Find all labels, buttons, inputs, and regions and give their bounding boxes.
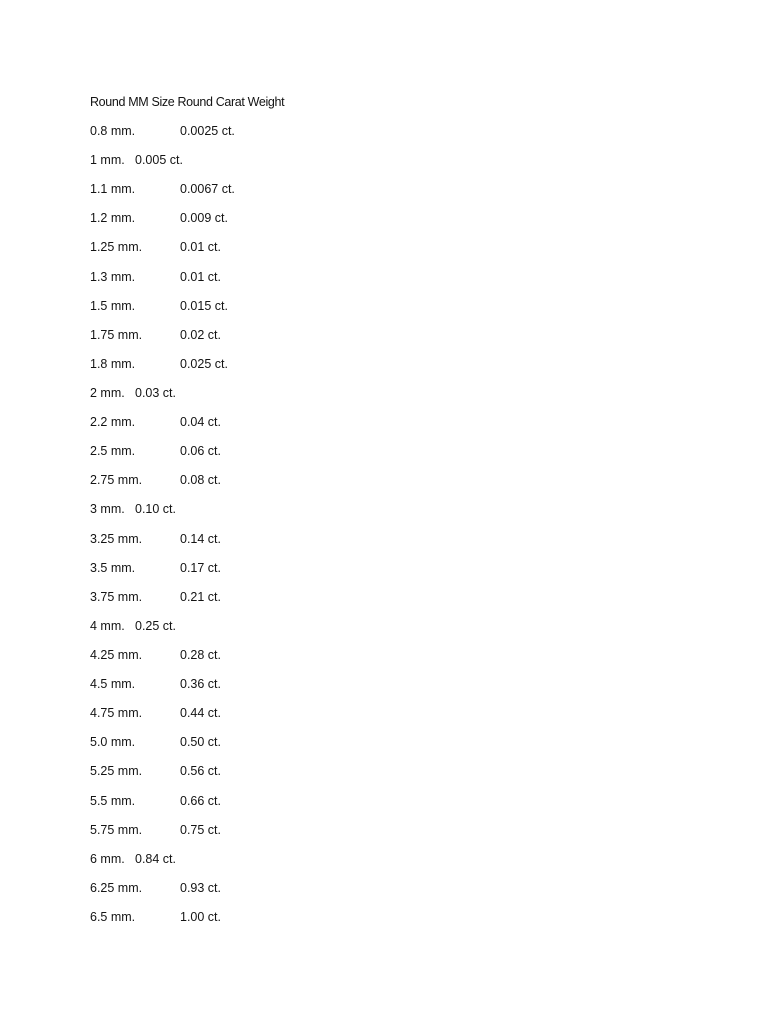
mm-size-cell: 5.0 mm.: [90, 735, 136, 750]
table-row: [90, 413, 390, 442]
table-row: [90, 733, 390, 762]
table-header: Round MM Size Round Carat Weight: [90, 95, 285, 109]
mm-size-cell: 1.3 mm.: [90, 269, 136, 284]
table-row: [90, 500, 390, 529]
mm-size-cell: 5.5 mm.: [90, 793, 136, 808]
table-row: [90, 850, 390, 879]
table-row: [90, 326, 390, 355]
table-row: [90, 151, 390, 180]
mm-size-cell: 2.5 mm.: [90, 444, 136, 459]
carat-weight-cell: 0.93 ct.: [180, 880, 221, 895]
carat-weight-cell: 0.50 ct.: [180, 735, 221, 750]
mm-size-cell: 4.75 mm.: [90, 706, 143, 721]
table-row: [90, 530, 390, 559]
carat-weight-cell: 0.009 ct.: [180, 211, 228, 226]
mm-size-cell: 1.5 mm.: [90, 298, 136, 313]
carat-weight-cell: 0.0067 ct.: [180, 182, 235, 197]
size-carat-list: [90, 122, 390, 937]
table-row: [90, 762, 390, 791]
mm-size-cell: 0.8 mm.: [90, 124, 136, 138]
carat-weight-cell: 0.0025 ct.: [180, 124, 235, 138]
carat-weight-cell: 1.00 ct.: [180, 909, 221, 924]
mm-size-cell: 1 mm.: [90, 153, 125, 168]
carat-weight-cell: 0.44 ct.: [180, 706, 221, 721]
table-row: [90, 442, 390, 471]
mm-size-cell: 2.75 mm.: [90, 473, 143, 488]
carat-weight-cell: 0.08 ct.: [180, 473, 221, 488]
table-row: [90, 792, 390, 821]
mm-size-cell: 2 mm.: [90, 385, 125, 400]
table-row: [90, 384, 390, 413]
carat-weight-cell: 0.10 ct.: [135, 502, 176, 517]
mm-size-cell: 1.8 mm.: [90, 356, 136, 371]
table-row: [90, 559, 390, 588]
mm-size-cell: 4.5 mm.: [90, 677, 136, 692]
carat-weight-cell: 0.28 ct.: [180, 647, 221, 662]
carat-weight-cell: 0.025 ct.: [180, 356, 228, 371]
mm-size-cell: 5.25 mm.: [90, 764, 143, 779]
table-row: [90, 471, 390, 500]
mm-size-cell: 6.5 mm.: [90, 909, 136, 924]
mm-size-cell: 2.2 mm.: [90, 415, 136, 430]
table-row: [90, 180, 390, 209]
carat-weight-cell: 0.66 ct.: [180, 793, 221, 808]
carat-weight-cell: 0.06 ct.: [180, 444, 221, 459]
carat-weight-cell: 0.03 ct.: [135, 385, 176, 400]
mm-size-cell: 3 mm.: [90, 502, 125, 517]
table-row: [90, 238, 390, 267]
mm-size-cell: 1.75 mm.: [90, 327, 143, 342]
mm-size-cell: 6.25 mm.: [90, 880, 143, 895]
carat-weight-cell: 0.04 ct.: [180, 415, 221, 430]
carat-weight-cell: 0.36 ct.: [180, 677, 221, 692]
table-row: [90, 122, 390, 151]
table-row: [90, 646, 390, 675]
carat-weight-cell: 0.01 ct.: [180, 240, 221, 255]
mm-size-cell: 3.25 mm.: [90, 531, 143, 546]
carat-weight-cell: 0.25 ct.: [135, 618, 176, 633]
table-row: [90, 908, 390, 937]
table-row: [90, 704, 390, 733]
table-row: [90, 209, 390, 238]
mm-size-cell: 4 mm.: [90, 618, 125, 633]
mm-size-cell: 1.1 mm.: [90, 182, 136, 197]
table-row: [90, 268, 390, 297]
carat-weight-cell: 0.005 ct.: [135, 153, 183, 168]
table-row: [90, 675, 390, 704]
carat-weight-cell: 0.21 ct.: [180, 589, 221, 604]
carat-weight-cell: 0.14 ct.: [180, 531, 221, 546]
mm-size-cell: 5.75 mm.: [90, 822, 143, 837]
table-row: [90, 297, 390, 326]
carat-weight-cell: 0.015 ct.: [180, 298, 228, 313]
mm-size-cell: 6 mm.: [90, 851, 125, 866]
table-row: [90, 821, 390, 850]
carat-weight-cell: 0.17 ct.: [180, 560, 221, 575]
mm-size-cell: 3.5 mm.: [90, 560, 136, 575]
carat-weight-cell: 0.01 ct.: [180, 269, 221, 284]
table-row: [90, 617, 390, 646]
carat-weight-cell: 0.56 ct.: [180, 764, 221, 779]
mm-size-cell: 1.25 mm.: [90, 240, 143, 255]
mm-size-cell: 4.25 mm.: [90, 647, 143, 662]
table-row: [90, 588, 390, 617]
table-row: [90, 879, 390, 908]
carat-weight-cell: 0.02 ct.: [180, 327, 221, 342]
table-row: [90, 355, 390, 384]
mm-size-cell: 1.2 mm.: [90, 211, 136, 226]
carat-weight-cell: 0.75 ct.: [180, 822, 221, 837]
carat-weight-cell: 0.84 ct.: [135, 851, 176, 866]
mm-size-cell: 3.75 mm.: [90, 589, 143, 604]
